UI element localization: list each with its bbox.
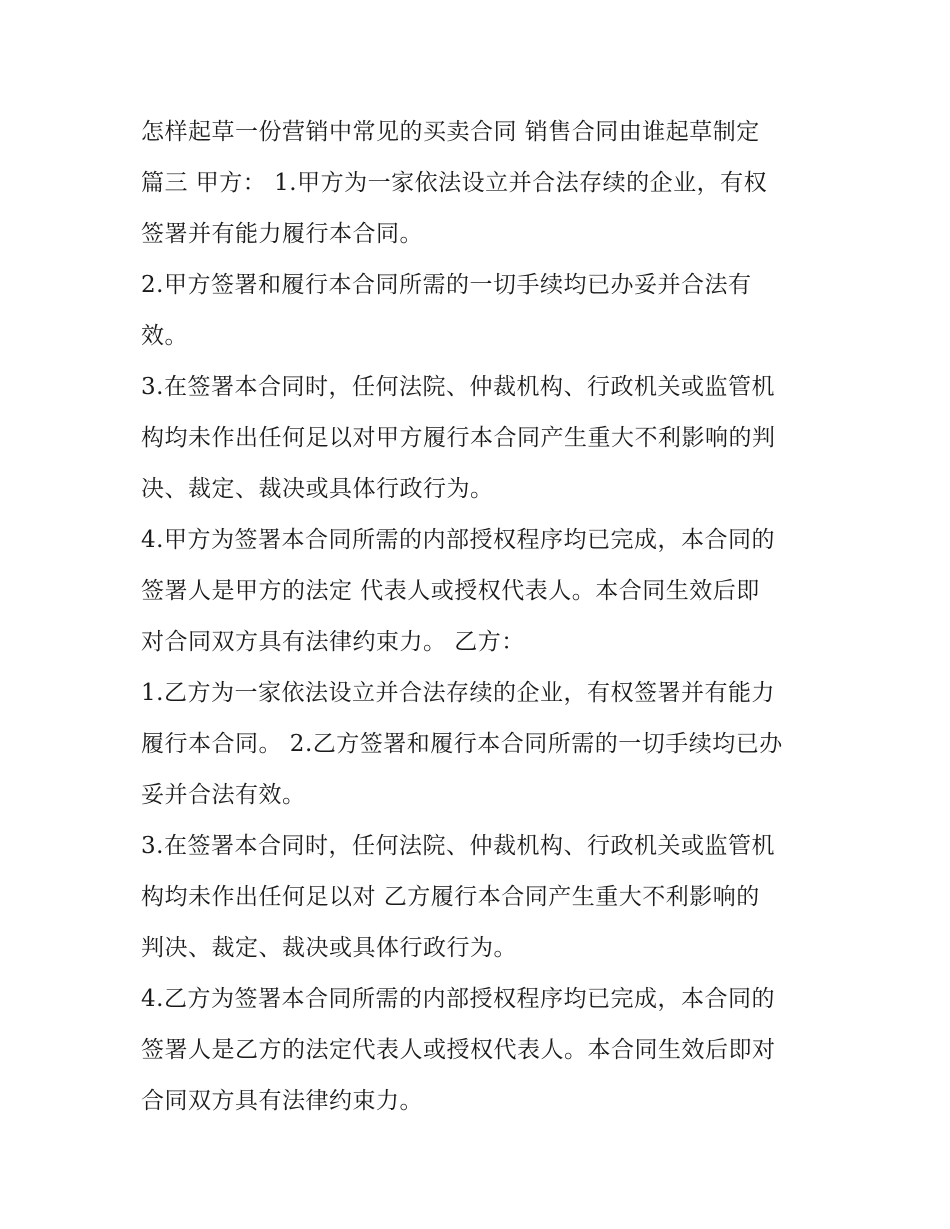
text-line: 1.乙方为一家依法设立并合法存续的企业，有权签署并有能力: [141, 680, 775, 706]
paragraph-party-b-1-2: [141, 668, 830, 821]
text-line: 签署人是乙方的法定代表人或授权代表人。本合同生效后即对: [141, 1037, 776, 1063]
text-line: 3.在签署本合同时，任何法院、仲裁机构、行政机关或监管机: [141, 833, 775, 859]
paragraph-intro-party-a-1: [141, 107, 830, 260]
text-line: 效。: [141, 323, 188, 349]
text-line: 3.在签署本合同时，任何法院、仲裁机构、行政机关或监管机: [141, 374, 775, 400]
paragraph-party-b-3: [141, 821, 830, 974]
text-line: 4.乙方为签署本合同所需的内部授权程序均已完成，本合同的: [141, 986, 775, 1012]
paragraph-party-a-4: [141, 515, 830, 668]
text-line: 决、裁定、裁决或具体行政行为。: [141, 476, 494, 502]
text-line: 签署并有能力履行本合同。: [141, 221, 423, 247]
paragraph-party-a-3: [141, 362, 830, 515]
text-line: 4.甲方为签署本合同所需的内部授权程序均已完成，本合同的: [141, 527, 775, 553]
text-line: 2.甲方签署和履行本合同所需的一切手续均已办妥并合法有: [141, 272, 752, 298]
text-line: 妥并合法有效。: [141, 782, 306, 808]
text-line: 怎样起草一份营销中常见的买卖合同 销售合同由谁起草制定: [141, 119, 760, 145]
text-line: 签署人是甲方的法定 代表人或授权代表人。本合同生效后即: [141, 578, 760, 604]
text-line: 篇三 甲方： 1.甲方为一家依法设立并合法存续的企业，有权: [141, 170, 768, 196]
document-body: [141, 107, 830, 1127]
paragraph-party-b-4: [141, 974, 830, 1127]
text-line: 履行本合同。 2.乙方签署和履行本合同所需的一切手续均已办: [141, 731, 783, 757]
text-line: 判决、裁定、裁决或具体行政行为。: [141, 935, 517, 961]
text-line: 对合同双方具有法律约束力。 乙方：: [141, 629, 525, 655]
paragraph-party-a-2: [141, 260, 830, 362]
text-line: 构均未作出任何足以对 乙方履行本合同产生重大不利影响的: [141, 884, 760, 910]
text-line: 合同双方具有法律约束力。: [141, 1088, 423, 1114]
text-line: 构均未作出任何足以对甲方履行本合同产生重大不利影响的判: [141, 425, 776, 451]
